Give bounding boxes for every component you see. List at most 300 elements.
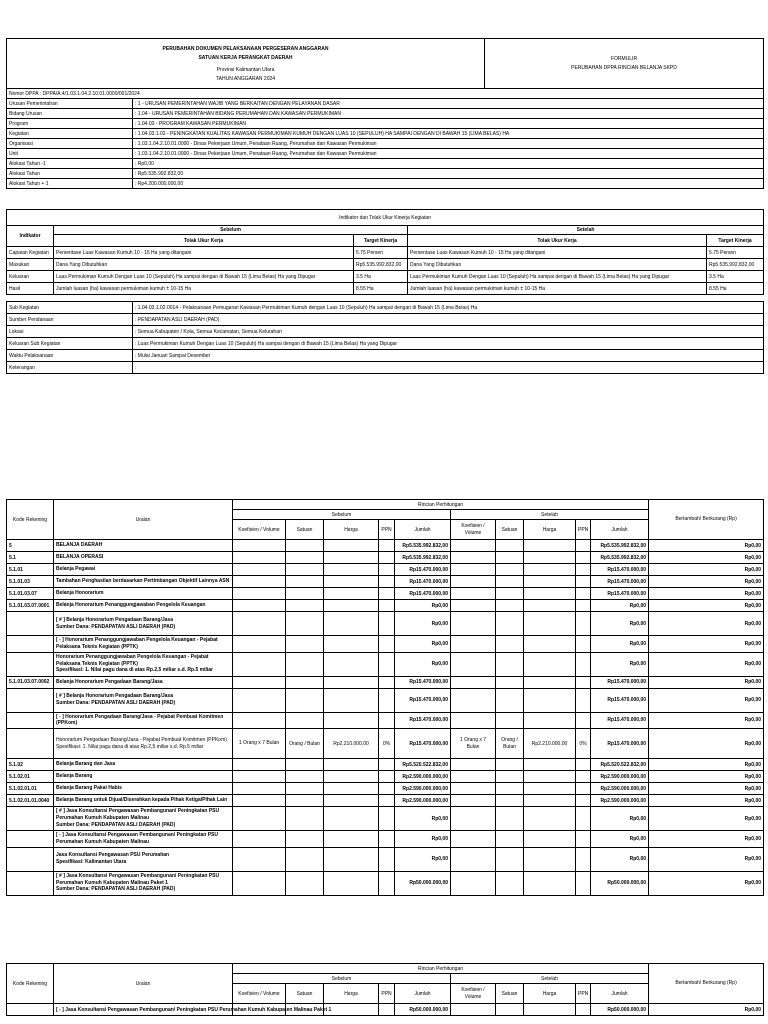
koef-setelah-cell (451, 871, 496, 895)
info-value: : 1 - URUSAN PEMERINTAHAN WAJIB YANG BERKAITAN DENGAN PELAYANAN DASAR (133, 99, 764, 109)
harga-setelah-cell: Rp2.210.000,00 (524, 729, 576, 759)
uraian-text: [ # ] Jasa Konsultansi Pengawasan Pembangunan/ Peningkatan PSU Perumahan Kumuh Kabupaten Malinau (56, 808, 220, 822)
rincian-table-page2 (6, 963, 764, 1016)
koef-header-setelah: Koefisien / Volume (451, 984, 496, 1004)
satuan-setelah-cell (496, 795, 524, 807)
jumlah-setelah-cell: Rp0,00 (591, 847, 649, 871)
jumlah-setelah-cell: Rp15.470.000,00 (591, 564, 649, 576)
ppn-setelah-cell (576, 676, 591, 688)
jumlah-setelah-cell: Rp0,00 (591, 652, 649, 676)
uraian-detail: Sumber Dana: PENDAPATAN ASLI DAERAH (PAD) (56, 700, 176, 706)
jumlah-sebelum-cell: Rp15.470.000,00 (395, 688, 451, 712)
ppn-sebelum-cell (379, 636, 395, 653)
target-sebelum-cell: 5.75 Persen (354, 247, 408, 259)
tolak-setelah-cell: Luas Permukiman Kumuh Dengan Luas 10 (Sepuluh) Ha sampai dengan di Bawah 15 (Lima Belas) Ha yang Dipugar (408, 271, 707, 283)
koef-setelah-cell (451, 564, 496, 576)
sub-label: Waktu Pelaksanaan (7, 350, 133, 362)
kode-cell: 5.1.02 (7, 759, 54, 771)
target-setelah-cell: 5.75 Persen (707, 247, 764, 259)
satuan-setelah-cell (496, 771, 524, 783)
ppn-sebelum-cell: 0% (379, 729, 395, 759)
kinerja-row (7, 259, 764, 271)
sebelum-header: Sebelum (54, 226, 408, 235)
jumlah-sebelum-cell: Rp50.000.000,00 (395, 1004, 451, 1016)
koef-setelah-cell (451, 807, 496, 831)
jumlah-sebelum-cell: Rp15.470.000,00 (395, 588, 451, 600)
jumlah-sebelum-cell: Rp0,00 (395, 600, 451, 612)
harga-sebelum-cell (324, 600, 379, 612)
jumlah-setelah-cell: Rp5.520.522.832,00 (591, 759, 649, 771)
koef-setelah-cell (451, 600, 496, 612)
kode-cell (7, 847, 54, 871)
doc-title: PERUBAHAN DOKUMEN PELAKSANAAN PERGESERAN ANGGARAN (162, 45, 329, 52)
form-label: FORMULIR (610, 56, 638, 62)
info-row (7, 159, 764, 169)
tolak-header-sebelum: Tolak Ukur Kerja (54, 235, 354, 247)
bertambah-cell: Rp0,00 (649, 807, 764, 831)
uraian-cell (54, 636, 233, 653)
satuan-sebelum-cell (286, 600, 324, 612)
koef-sebelum-cell (233, 676, 286, 688)
jumlah-sebelum-cell: Rp50.000.000,00 (395, 871, 451, 895)
uraian-text: BELANJA DAERAH (56, 542, 103, 549)
kinerja-row (7, 247, 764, 259)
koef-setelah-cell (451, 712, 496, 729)
uraian-header: Uraian (54, 964, 233, 1004)
harga-sebelum-cell (324, 636, 379, 653)
rincian-table (6, 499, 764, 896)
table-row (7, 783, 764, 795)
koef-sebelum-cell (233, 636, 286, 653)
bertambah-cell: Rp0,00 (649, 612, 764, 636)
jumlah-setelah-cell: Rp15.470.000,00 (591, 729, 649, 759)
uraian-detail: Sumber Dana: PENDAPATAN ASLI DAERAH (PAD) (56, 821, 176, 828)
harga-header-setelah: Harga (524, 520, 576, 540)
table-row (7, 1004, 764, 1016)
indikator-cell: Hasil (7, 283, 54, 295)
uraian-cell (54, 759, 233, 771)
bertambah-cell: Rp0,00 (649, 795, 764, 807)
koef-setelah-cell (451, 847, 496, 871)
jumlah-sebelum-cell: Rp5.520.522.832,00 (395, 759, 451, 771)
info-value: : 1.04.03.1.02 - PENINGKATAN KUALITAS KAWASAN PERMUKIMAN KUMUH DENGAN LUAS 10 (SEPULUH) HA SAMPAI DENGAN DI BAWAH 15 (LIMA BELAS) HA (133, 129, 764, 139)
satuan-setelah-cell (496, 712, 524, 729)
harga-sebelum-cell (324, 831, 379, 848)
kode-cell: 5.1.01.03.07.0001 (7, 600, 54, 612)
satuan-sebelum-cell (286, 759, 324, 771)
info-value: : 1.04 - URUSAN PEMERINTAHAN BIDANG PERUMAHAN DAN KAWASAN PERMUKIMAN (133, 109, 764, 119)
uraian-cell (54, 712, 233, 729)
form-block (485, 39, 764, 89)
ppn-setelah-cell (576, 612, 591, 636)
jumlah-sebelum-cell: Rp5.535.992.832,00 (395, 552, 451, 564)
table-row (7, 588, 764, 600)
sub-value: : (133, 362, 764, 374)
uraian-text: Jasa Konsultansi Pengawasan PSU Perumahan (56, 852, 170, 859)
ppn-header-setelah: PPN (576, 984, 591, 1004)
harga-sebelum-cell (324, 712, 379, 729)
target-setelah-cell: Rp5.535.992.832,00 (707, 259, 764, 271)
jumlah-setelah-cell: Rp0,00 (591, 600, 649, 612)
harga-setelah-cell (524, 847, 576, 871)
koef-sebelum-cell (233, 552, 286, 564)
satuan-setelah-cell (496, 783, 524, 795)
sub-kegiatan-table (6, 301, 764, 374)
satuan-sebelum-cell (286, 807, 324, 831)
ppn-setelah-cell (576, 831, 591, 848)
kode-cell: 5.1 (7, 552, 54, 564)
jumlah-setelah-cell: Rp0,00 (591, 636, 649, 653)
ppn-sebelum-cell (379, 795, 395, 807)
indikator-cell: Capaian Kegiatan (7, 247, 54, 259)
kinerja-rows (7, 247, 764, 295)
ppn-header-sebelum: PPN (379, 984, 395, 1004)
satuan-setelah-cell (496, 576, 524, 588)
province: Provinsi Kalimantan Utara (216, 66, 275, 73)
jumlah-sebelum-cell: Rp0,00 (395, 652, 451, 676)
info-row (7, 99, 764, 109)
sub-rows (7, 302, 764, 374)
ppn-setelah-cell (576, 783, 591, 795)
ppn-sebelum-cell (379, 871, 395, 895)
jumlah-setelah-cell: Rp15.470.000,00 (591, 688, 649, 712)
koef-setelah-cell (451, 636, 496, 653)
kode-cell (7, 807, 54, 831)
satuan-header-setelah: Satuan (496, 520, 524, 540)
bertambah-cell: Rp0,00 (649, 600, 764, 612)
satuan-setelah-cell (496, 552, 524, 564)
harga-sebelum-cell (324, 871, 379, 895)
ppn-sebelum-cell (379, 712, 395, 729)
info-value: : Rp4.200.000.000,00 (133, 179, 764, 189)
koef-sebelum-cell (233, 771, 286, 783)
info-row (7, 169, 764, 179)
ppn-setelah-cell (576, 564, 591, 576)
harga-header-sebelum: Harga (324, 520, 379, 540)
indikator-cell: Masukan (7, 259, 54, 271)
sebelum-col-header: Sebelum (233, 510, 451, 520)
koef-sebelum-cell: 1 Orang x 7 Bulan (233, 729, 286, 759)
koef-sebelum-cell (233, 564, 286, 576)
harga-sebelum-cell (324, 783, 379, 795)
ppn-setelah-cell (576, 636, 591, 653)
satuan-sebelum-cell: Orang / Bulan (286, 729, 324, 759)
jumlah-setelah-cell: Rp2.590.000.000,00 (591, 795, 649, 807)
info-label: Bidang Urusan (7, 109, 133, 119)
uraian-cell (54, 847, 233, 871)
kode-cell: 5 (7, 540, 54, 552)
kode-cell (7, 712, 54, 729)
bertambah-cell: Rp0,00 (649, 712, 764, 729)
tolak-setelah-cell: Persentase Luas Kawasan Kumuh 10 - 15 Ha yang ditangani (408, 247, 707, 259)
sub-value: : 1.04.03.1.02.0014 - Pelaksanaan Pemugaran Kawasan Permukiman Kumuh dengan Luas 10 (Sepuluh) Ha sampai dengan di Bawah 15 (Lima Belas) Ha (133, 302, 764, 314)
sub-row (7, 350, 764, 362)
harga-setelah-cell (524, 552, 576, 564)
bertambah-cell: Rp0,00 (649, 652, 764, 676)
table-row (7, 576, 764, 588)
info-value: : 1.04.03 - PROGRAM KAWASAN PERMUKIMAN (133, 119, 764, 129)
ppn-sebelum-cell (379, 676, 395, 688)
uraian-detail: Spesifikasi: 1. Nilai pagu dana di atas Rp.2,5 miliar s.d. Rp.5 miliar (56, 743, 204, 750)
koef-setelah-cell: 1 Orang x 7 Bulan (451, 729, 496, 759)
jumlah-sebelum-cell: Rp2.590.000.000,00 (395, 795, 451, 807)
bertambah-cell: Rp0,00 (649, 688, 764, 712)
harga-sebelum-cell (324, 807, 379, 831)
ppn-setelah-cell (576, 588, 591, 600)
kode-cell (7, 612, 54, 636)
koef-sebelum-cell (233, 612, 286, 636)
rincian-caption: Rincian Perhitungan (233, 500, 649, 510)
satuan-setelah-cell (496, 540, 524, 552)
satuan-header-sebelum: Satuan (286, 520, 324, 540)
target-sebelum-cell: Rp5.535.992.832,00 (354, 259, 408, 271)
table-row (7, 676, 764, 688)
harga-setelah-cell (524, 576, 576, 588)
koef-setelah-cell (451, 552, 496, 564)
jumlah-sebelum-cell: Rp0,00 (395, 636, 451, 653)
koef-setelah-cell (451, 588, 496, 600)
harga-setelah-cell (524, 759, 576, 771)
title-block (7, 39, 485, 89)
target-setelah-cell: 3.5 Ha (707, 271, 764, 283)
tolak-setelah-cell: Dana Yang Dibutuhkan (408, 259, 707, 271)
kode-cell: 5.1.02.01.01 (7, 783, 54, 795)
ppn-sebelum-cell (379, 771, 395, 783)
koef-sebelum-cell (233, 871, 286, 895)
ppn-sebelum-cell (379, 759, 395, 771)
info-label: Program (7, 119, 133, 129)
table-row (7, 636, 764, 653)
table-row (7, 795, 764, 807)
bertambah-cell: Rp0,00 (649, 831, 764, 848)
satuan-setelah-cell (496, 588, 524, 600)
satuan-sebelum-cell (286, 552, 324, 564)
jumlah-sebelum-cell: Rp15.470.000,00 (395, 729, 451, 759)
harga-sebelum-cell (324, 795, 379, 807)
jumlah-sebelum-cell: Rp5.535.992.832,00 (395, 540, 451, 552)
sub-label: Sumber Pendanaan (7, 314, 133, 326)
satuan-sebelum-cell (286, 771, 324, 783)
harga-setelah-cell (524, 600, 576, 612)
setelah-col-header: Setelah (451, 510, 649, 520)
harga-setelah-cell (524, 831, 576, 848)
satuan-sebelum-cell (286, 712, 324, 729)
target-sebelum-cell: 3.5 Ha (354, 271, 408, 283)
kinerja-row (7, 271, 764, 283)
koef-sebelum-cell (233, 688, 286, 712)
target-header-sebelum: Target Kinerja (354, 235, 408, 247)
satuan-sebelum-cell (286, 676, 324, 688)
info-label: Urusan Pemerintahan (7, 99, 133, 109)
koef-sebelum-cell (233, 795, 286, 807)
kode-cell: 5.1.01.03 (7, 576, 54, 588)
bertambah-cell: Rp0,00 (649, 759, 764, 771)
koef-sebelum-cell (233, 759, 286, 771)
ppn-setelah-cell (576, 847, 591, 871)
uraian-text: [ - ] Jasa Konsultansi Pengawasan Pembangunan/ Peningkatan PSU Perumahan Kumuh Kabupaten Malinau (56, 832, 218, 845)
kode-cell (7, 729, 54, 759)
harga-setelah-cell (524, 588, 576, 600)
jumlah-setelah-cell: Rp0,00 (591, 807, 649, 831)
jumlah-header-sebelum: Jumlah (395, 984, 451, 1004)
satuan-sebelum-cell (286, 847, 324, 871)
bertambah-cell: Rp0,00 (649, 564, 764, 576)
info-label: Alokasi Tahun + 1 (7, 179, 133, 189)
ppn-setelah-cell (576, 652, 591, 676)
koef-setelah-cell (451, 771, 496, 783)
info-rows (7, 99, 764, 189)
table-row (7, 871, 764, 895)
koef-sebelum-cell (233, 712, 286, 729)
koef-sebelum-cell (233, 652, 286, 676)
uraian-cell (54, 771, 233, 783)
info-row (7, 109, 764, 119)
satuan-setelah-cell: Orang / Bulan (496, 729, 524, 759)
sub-value: : Luas Permukiman Kumuh Dengan Luas 10 (Sepuluh) Ha sampai dengan di Bawah 15 (Lima Belas) Ha yang Dipugar (133, 338, 764, 350)
info-value: : Rp0,00 (133, 159, 764, 169)
satuan-header-sebelum: Satuan (286, 984, 324, 1004)
ppn-setelah-cell: 0% (576, 729, 591, 759)
uraian-text: [ # ] Belanja Honorarium Pengadaan Barang/Jasa (56, 616, 173, 623)
ppn-sebelum-cell (379, 847, 395, 871)
jumlah-setelah-cell: Rp50.000.000,00 (591, 871, 649, 895)
jumlah-setelah-cell: Rp0,00 (591, 831, 649, 848)
tolak-sebelum-cell: Dana Yang Dibutuhkan (54, 259, 354, 271)
satuan-sebelum-cell (286, 576, 324, 588)
koef-setelah-cell (451, 676, 496, 688)
kode-cell (7, 831, 54, 848)
ppn-sebelum-cell (379, 831, 395, 848)
uraian-text: Honorarium Pengadaan Barang/Jasa - Pejabat Pembuat Komitmen (PPKom) (56, 736, 227, 743)
harga-sebelum-cell (324, 771, 379, 783)
bertambah-cell: Rp0,00 (649, 729, 764, 759)
info-value: : Rp5.535.992.832,00 (133, 169, 764, 179)
ppn-sebelum-cell (379, 576, 395, 588)
target-sebelum-cell: 8.55 Ha (354, 283, 408, 295)
uraian-text: Belanja Barang Pakai Habis (56, 785, 122, 792)
bertambah-cell: Rp0,00 (649, 783, 764, 795)
ppn-setelah-cell (576, 600, 591, 612)
koef-setelah-cell (451, 688, 496, 712)
sub-row (7, 338, 764, 350)
uraian-cell (54, 588, 233, 600)
harga-setelah-cell (524, 712, 576, 729)
koef-setelah-cell (451, 783, 496, 795)
jumlah-sebelum-cell: Rp2.590.000.000,00 (395, 771, 451, 783)
uraian-text: BELANJA OPERASI (56, 554, 104, 561)
doc-subtitle: SATUAN KERJA PERANGKAT DAERAH (198, 54, 293, 61)
uraian-cell (54, 795, 233, 807)
koef-header-setelah: Koefisien / Volume (451, 520, 496, 540)
jumlah-sebelum-cell: Rp0,00 (395, 807, 451, 831)
uraian-cell (54, 831, 233, 848)
satuan-setelah-cell (496, 676, 524, 688)
tolak-sebelum-cell: Luas Permukiman Kumuh Dengan Luas 10 (Sepuluh) Ha sampai dengan di Bawah 15 (Lima Belas) Ha yang Dipugar (54, 271, 354, 283)
harga-sebelum-cell (324, 612, 379, 636)
koef-sebelum-cell (233, 576, 286, 588)
satuan-sebelum-cell (286, 652, 324, 676)
uraian-detail: Sumber Dana: PENDAPATAN ASLI DAERAH (PAD) (56, 886, 176, 893)
jumlah-setelah-cell: Rp0,00 (591, 612, 649, 636)
koef-sebelum-cell (233, 600, 286, 612)
harga-sebelum-cell (324, 540, 379, 552)
jumlah-header-setelah: Jumlah (591, 520, 649, 540)
harga-sebelum-cell: Rp2.210.000,00 (324, 729, 379, 759)
harga-header-sebelum: Harga (324, 984, 379, 1004)
table-row (7, 688, 764, 712)
uraian-cell: [ - ] Jasa Konsultansi Pengawasan Pembangunan/ Peningkatan PSU Perumahan Kumuh Kabupaten Malinau Paket 1 (54, 1004, 233, 1016)
tolak-header-setelah: Tolak Ukur Kerja (408, 235, 707, 247)
kode-header: Kode Rekening (7, 500, 54, 540)
satuan-sebelum-cell (286, 588, 324, 600)
info-row (7, 119, 764, 129)
satuan-setelah-cell (496, 759, 524, 771)
satuan-sebelum-cell (286, 564, 324, 576)
koef-sebelum-cell (233, 588, 286, 600)
harga-setelah-cell (524, 636, 576, 653)
satuan-setelah-cell (496, 600, 524, 612)
koef-sebelum-cell (233, 847, 286, 871)
uraian-cell (54, 540, 233, 552)
sub-row (7, 362, 764, 374)
jumlah-sebelum-cell: Rp15.470.000,00 (395, 564, 451, 576)
satuan-setelah-cell (496, 831, 524, 848)
bertambah-header: Bertambah/ Berkurang (Rp) (649, 964, 764, 1004)
sub-row (7, 326, 764, 338)
jumlah-sebelum-cell: Rp2.590.000.000,00 (395, 783, 451, 795)
info-label: Alokasi Tahun -1 (7, 159, 133, 169)
bertambah-cell: Rp0,00 (649, 540, 764, 552)
doc-number: Nomor DPPA : DPPA/A.4/1.03.1.04.2.10.01.0000/001/2024 (7, 89, 764, 99)
table-row (7, 564, 764, 576)
table-row (7, 652, 764, 676)
table-row (7, 552, 764, 564)
target-setelah-cell: 8.55 Ha (707, 283, 764, 295)
satuan-sebelum-cell (286, 612, 324, 636)
kode-cell (7, 871, 54, 895)
harga-setelah-cell (524, 612, 576, 636)
uraian-cell (54, 552, 233, 564)
jumlah-setelah-cell: Rp15.470.000,00 (591, 588, 649, 600)
uraian-cell (54, 688, 233, 712)
jumlah-setelah-cell: Rp50.000.000,00 (591, 1004, 649, 1016)
koef-setelah-cell (451, 795, 496, 807)
uraian-text: [ - ] Honorarium Penanggungjawaban Pengelola Keuangan - Pejabat Pelaksana Teknis Kegiatan (PPTK) (56, 637, 218, 650)
table-row (7, 612, 764, 636)
table-row (7, 759, 764, 771)
ppn-header-setelah: PPN (576, 520, 591, 540)
tolak-sebelum-cell: Jumlah luasan (ha) kawasan permukiman kumuh ± 10-15 Ha (54, 283, 354, 295)
tolak-setelah-cell: Jumlah luasan (ha) kawasan permukiman kumuh ± 10-15 Ha (408, 283, 707, 295)
satuan-setelah-cell (496, 807, 524, 831)
uraian-header: Uraian (54, 500, 233, 540)
harga-setelah-cell (524, 795, 576, 807)
harga-sebelum-cell (324, 564, 379, 576)
kode-cell (7, 688, 54, 712)
sub-row (7, 302, 764, 314)
satuan-sebelum-cell (286, 783, 324, 795)
kode-cell (7, 1004, 54, 1016)
bertambah-cell: Rp0,00 (649, 847, 764, 871)
setelah-col-header: Setelah (451, 974, 649, 984)
sub-value: : Semua Kabupaten / Kota, Semua Kecamatan, Semua Kelurahan (133, 326, 764, 338)
harga-setelah-cell (524, 688, 576, 712)
ppn-setelah-cell (576, 871, 591, 895)
satuan-sebelum-cell (286, 831, 324, 848)
ppn-sebelum-cell (379, 688, 395, 712)
bertambah-cell: Rp0,00 (649, 871, 764, 895)
info-label: Organisasi (7, 139, 133, 149)
